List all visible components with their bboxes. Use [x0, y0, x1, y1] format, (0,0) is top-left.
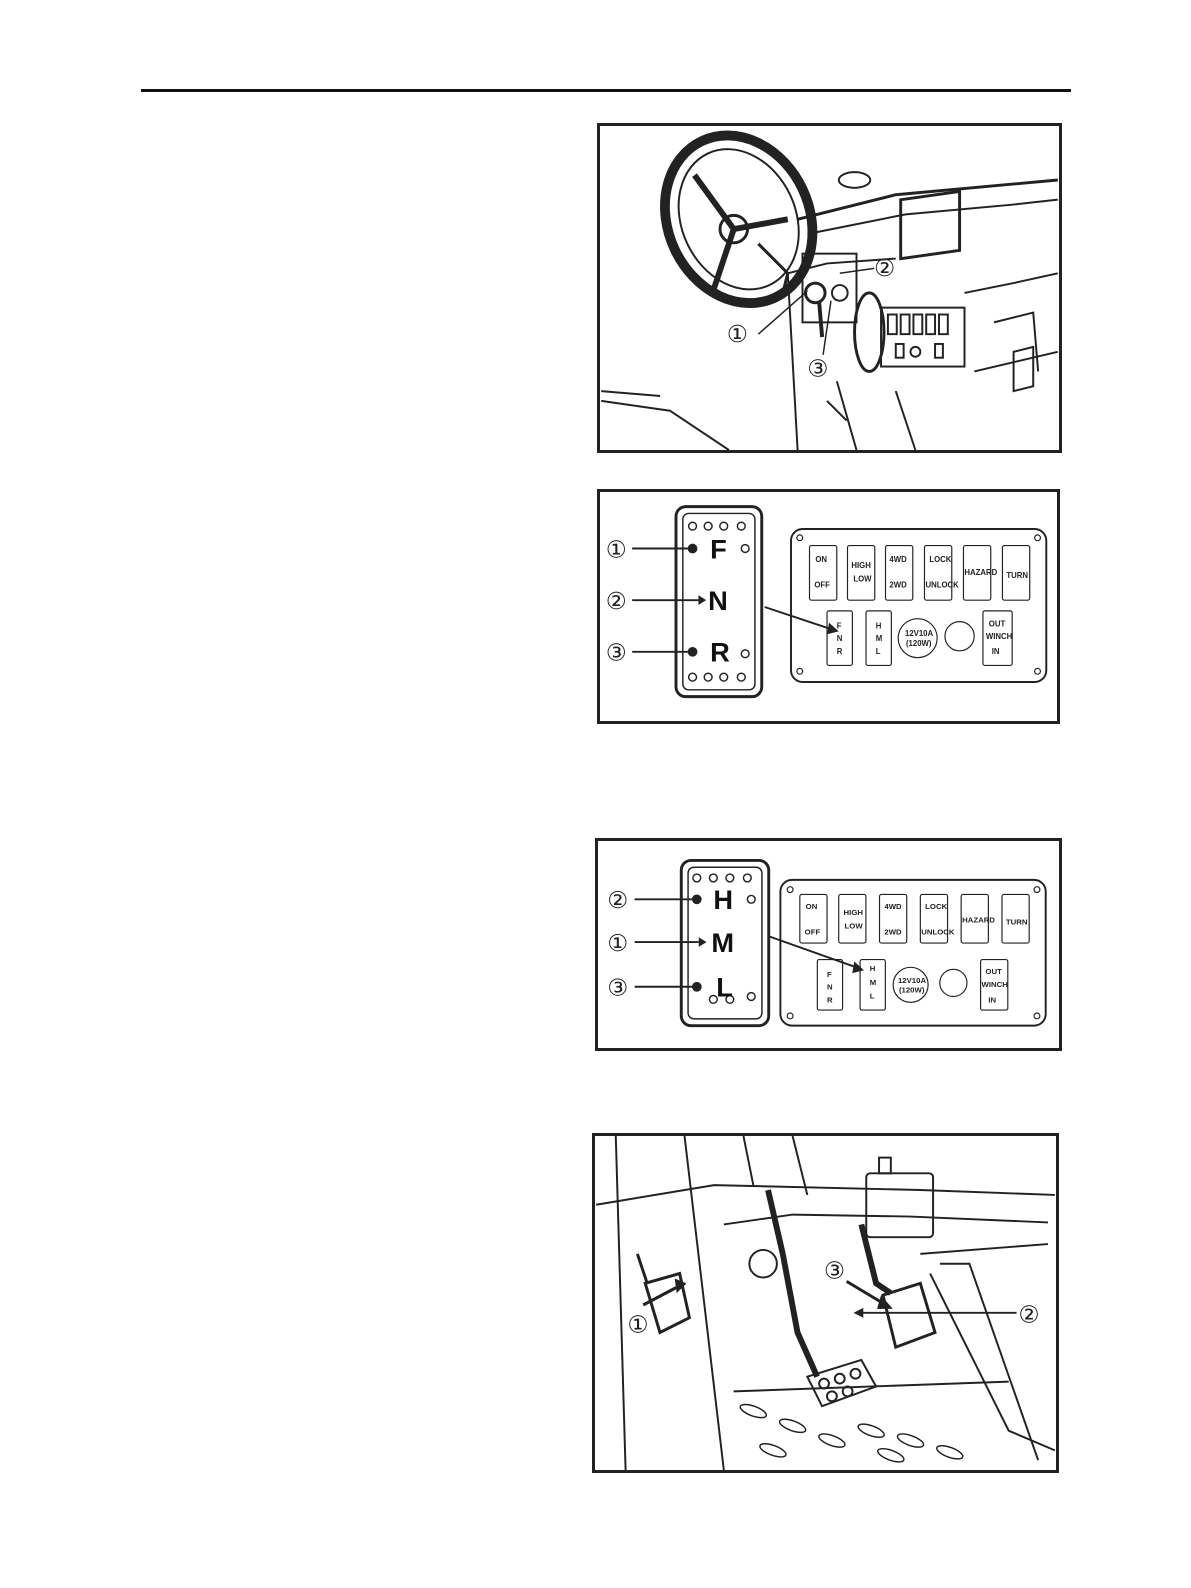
figure-fnr-switch: [597, 489, 1060, 724]
callout-1: ①: [605, 535, 627, 564]
selector-label-m: M: [711, 926, 735, 958]
winch-in-label: IN: [988, 995, 997, 1005]
panel-on-label: ON: [815, 555, 828, 565]
selector-label-f: F: [710, 533, 727, 565]
callout-1: ①: [607, 929, 629, 957]
callout-3: ③: [605, 638, 627, 667]
socket-rating: 12V10A: [897, 975, 927, 985]
panel-f-label: F: [836, 621, 842, 631]
figure-hml-switch: [595, 838, 1062, 1051]
selector-label-h: H: [713, 884, 733, 916]
socket-watts: (120W): [905, 638, 932, 648]
panel-4wd-label: 4WD: [884, 902, 902, 912]
selector-label-r: R: [710, 636, 730, 668]
winch-label: WINCH: [981, 979, 1008, 989]
panel-unlock-label: UNLOCK: [921, 927, 955, 937]
panel-low-label: LOW: [853, 574, 872, 584]
panel-m-label: M: [875, 634, 883, 644]
winch-out-label: OUT: [985, 967, 1002, 977]
panel-off-label: OFF: [804, 927, 821, 937]
panel-r-label: R: [827, 995, 833, 1005]
panel-4wd-label: 4WD: [889, 555, 907, 565]
panel-2wd-label: 2WD: [889, 580, 907, 590]
panel-low-label: LOW: [844, 921, 863, 931]
figure-dashboard-ignition: [597, 123, 1062, 453]
panel-h-label: H: [875, 621, 882, 631]
winch-out-label: OUT: [988, 619, 1006, 629]
panel-high-label: HIGH: [851, 561, 871, 571]
selector-label-l: L: [716, 971, 733, 1003]
panel-turn-label: TURN: [1005, 917, 1028, 927]
figure-pedals: [592, 1133, 1059, 1473]
panel-l-label: L: [875, 646, 881, 656]
panel-turn-label: TURN: [1006, 570, 1028, 580]
panel-unlock-label: UNLOCK: [925, 580, 959, 590]
header-rule: [141, 89, 1071, 92]
callout-2: ②: [1018, 1300, 1040, 1329]
callout-2: ②: [874, 254, 896, 283]
panel-2wd-label: 2WD: [884, 927, 902, 937]
panel-h-label: H: [869, 964, 876, 974]
winch-in-label: IN: [991, 646, 1000, 656]
panel-off-label: OFF: [814, 580, 830, 590]
callout-2: ②: [607, 887, 629, 915]
panel-n-label: N: [827, 982, 833, 992]
callout-3: ③: [607, 974, 629, 1002]
panel-on-label: ON: [805, 902, 818, 912]
panel-m-label: M: [869, 977, 877, 987]
panel-high-label: HIGH: [843, 907, 863, 917]
panel-l-label: L: [869, 991, 875, 1001]
callout-1: ①: [627, 1310, 649, 1339]
panel-r-label: R: [836, 646, 843, 656]
winch-label: WINCH: [985, 632, 1013, 642]
callout-3: ③: [807, 354, 829, 383]
socket-watts: (120W): [898, 985, 925, 995]
callout-2: ②: [605, 586, 627, 615]
callout-3: ③: [824, 1256, 846, 1285]
callout-1: ①: [726, 320, 749, 348]
panel-f-label: F: [827, 970, 832, 980]
panel-lock-label: LOCK: [925, 902, 948, 912]
panel-lock-label: LOCK: [929, 555, 952, 565]
panel-hazard-label: HAZARD: [964, 567, 998, 577]
panel-hazard-label: HAZARD: [962, 915, 995, 925]
selector-label-n: N: [708, 584, 728, 616]
panel-n-label: N: [836, 634, 843, 644]
socket-rating: 12V10A: [904, 629, 934, 639]
